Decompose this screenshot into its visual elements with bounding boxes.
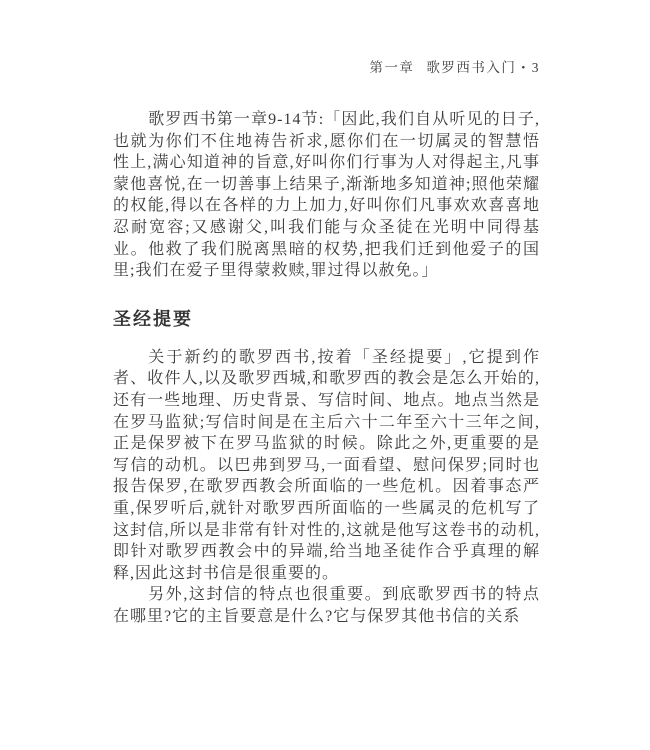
section-heading: 圣经提要 [113, 308, 193, 329]
paragraph-letter-characteristics: 另外,这封信的特点也很重要。到底歌罗西书的特点在哪里?它的主旨要意是什么?它与保罗其他书信的关系 [113, 586, 540, 625]
page-number: 3 [531, 60, 540, 75]
chapter-title: 歌罗西书入门 [426, 60, 517, 75]
running-header [113, 60, 540, 76]
scripture-quote-paragraph: 歌罗西书第一章9-14节:「因此,我们自从听见的日子,也就为你们不住地祷告祈求,愿你们在一切属灵的智慧悟性上,满心知道神的旨意,好叫你们行事为人对得起主,凡事蒙他喜悦,在一切善事上结果子,渐渐地多知道神;照他荣耀的权能,得以在各样的力上加力,好叫你们凡事欢欢喜喜地忍耐宽容;又感谢父,叫我们能与众圣徒在光明中同得基业。他救了我们脱离黑暗的权势,把我们迁到他爱子的国里;我们在爱子里得蒙救赎,罪过得以赦免。」 [113, 111, 540, 280]
header-separator-dot: • [521, 62, 527, 74]
paragraph-bible-summary: 关于新约的歌罗西书,按着「圣经提要」,它提到作者、收件人,以及歌罗西城,和歌罗西的教会是怎么开始的,还有一些地理、历史背景、写信时间、地点。地点当然是在罗马监狱;写信时间是在主后六十二年至六十三年之间,正是保罗被下在罗马监狱的时候。除此之外,更重要的是写信的动机。以巴弗到罗马,一面看望、慰问保罗;同时也报告保罗,在歌罗西教会所面临的一些危机。因着事态严重,保罗听后,就针对歌罗西所面临的一些属灵的危机写了这封信,所以是非常有针对性的,这就是他写这卷书的动机,即针对歌罗西教会中的异端,给当地圣徒作合乎真理的解释,因此这封书信是很重要的。 [113, 348, 540, 582]
page-body [113, 109, 540, 627]
chapter-label: 第一章 [369, 60, 415, 75]
